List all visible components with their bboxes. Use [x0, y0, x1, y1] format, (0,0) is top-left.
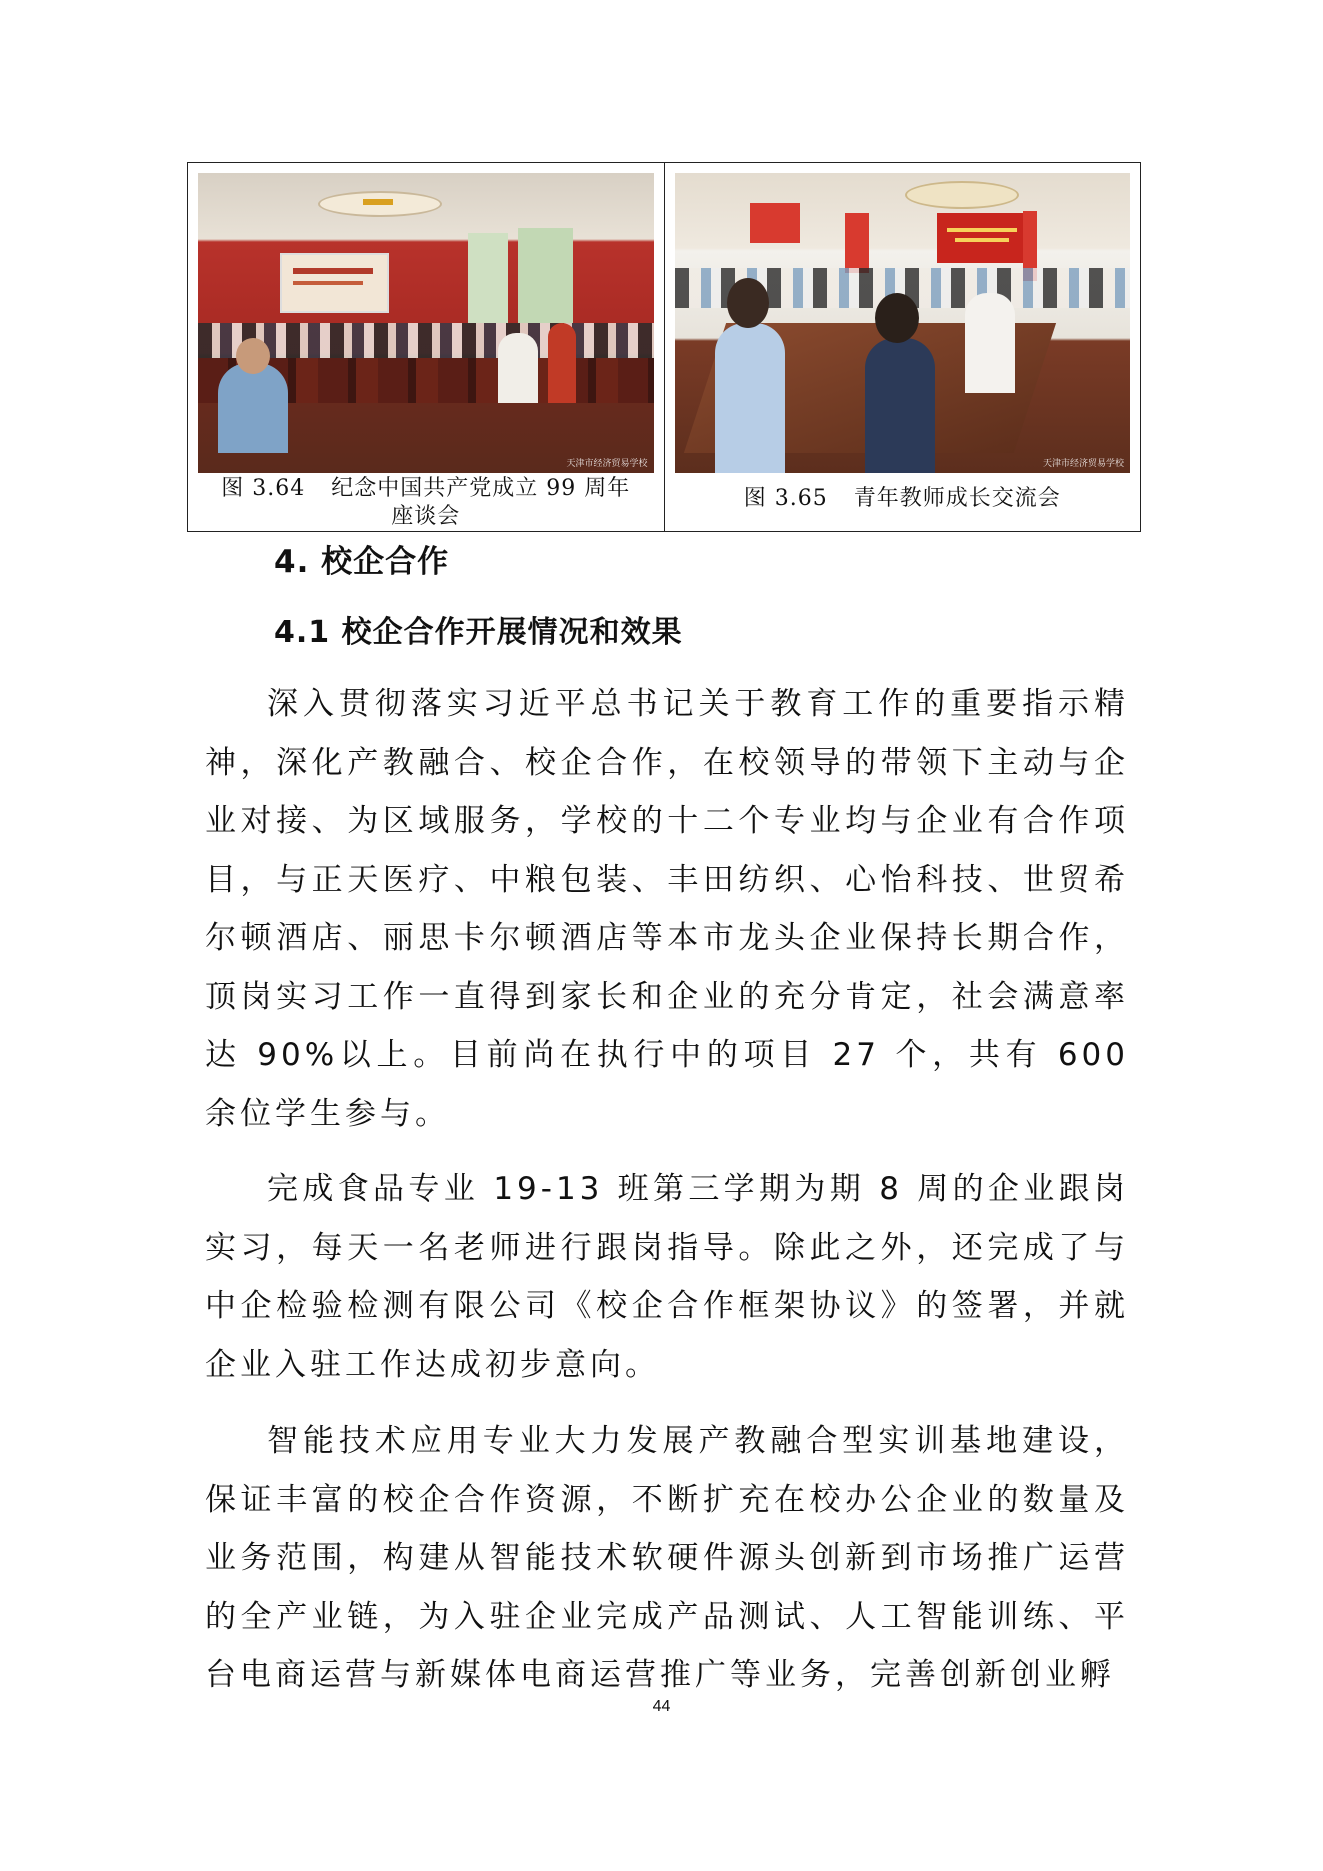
figure-cell-1 — [188, 163, 664, 531]
page-number: 44 — [652, 1698, 671, 1715]
figure-number: 图 3.65 — [743, 486, 828, 511]
photo-watermark: 天津市经济贸易学校 — [1042, 459, 1124, 469]
body-paragraph: 完成食品专业 19-13 班第三学期为期 8 周的企业跟岗实习，每天一名老师进行跟岗指导。除此之外，还完成了与中企检验检测有限公司《校企合作框架协议》的签署，并就企业入驻工作达成初步意向。 — [205, 1171, 1129, 1383]
teacher-meeting-photo — [675, 173, 1131, 473]
section-subheading: 4.1 校企合作开展情况和效果 — [274, 615, 683, 650]
figure-caption-text-2: 座谈会 — [391, 504, 461, 529]
body-paragraph: 智能技术应用专业大力发展产教融合型实训基地建设，保证丰富的校企合作资源，不断扩充在校办公企业的数量及业务范围，构建从智能技术软硬件源头创新到市场推广运营的全产业链，为入驻企业完成产品测试、人工智能训练、平台电商运营与新媒体电商运营推广等业务，完善创新创业孵 — [205, 1423, 1129, 1693]
body-paragraph: 深入贯彻落实习近平总书记关于教育工作的重要指示精神，深化产教融合、校企合作，在校领导的带领下主动与企业对接、为区域服务，学校的十二个专业均与企业有合作项目，与正天医疗、中粮包装、丰田纺织、心怡科技、世贸希尔顿酒店、丽思卡尔顿酒店等本市龙头企业保持长期合作，顶岗实习工作一直得到家长和企业的充分肯定，社会满意率达 90%以上。目前尚在执行中的项目 27 个，共有 600 余位学生参与。 — [205, 686, 1129, 1132]
meeting-hall-photo — [198, 173, 654, 473]
figure-cell-2 — [664, 163, 1141, 531]
figure-caption-text: 纪念中国共产党成立 99 周年 — [331, 476, 631, 501]
section-heading: 4. 校企合作 — [274, 544, 450, 580]
photo-watermark: 天津市经济贸易学校 — [566, 459, 648, 469]
figure-caption-text: 青年教师成长交流会 — [853, 486, 1061, 511]
figure-table — [187, 162, 1141, 532]
figure-caption — [671, 485, 1135, 513]
figure-caption — [194, 475, 658, 531]
figure-number: 图 3.64 — [221, 476, 306, 501]
